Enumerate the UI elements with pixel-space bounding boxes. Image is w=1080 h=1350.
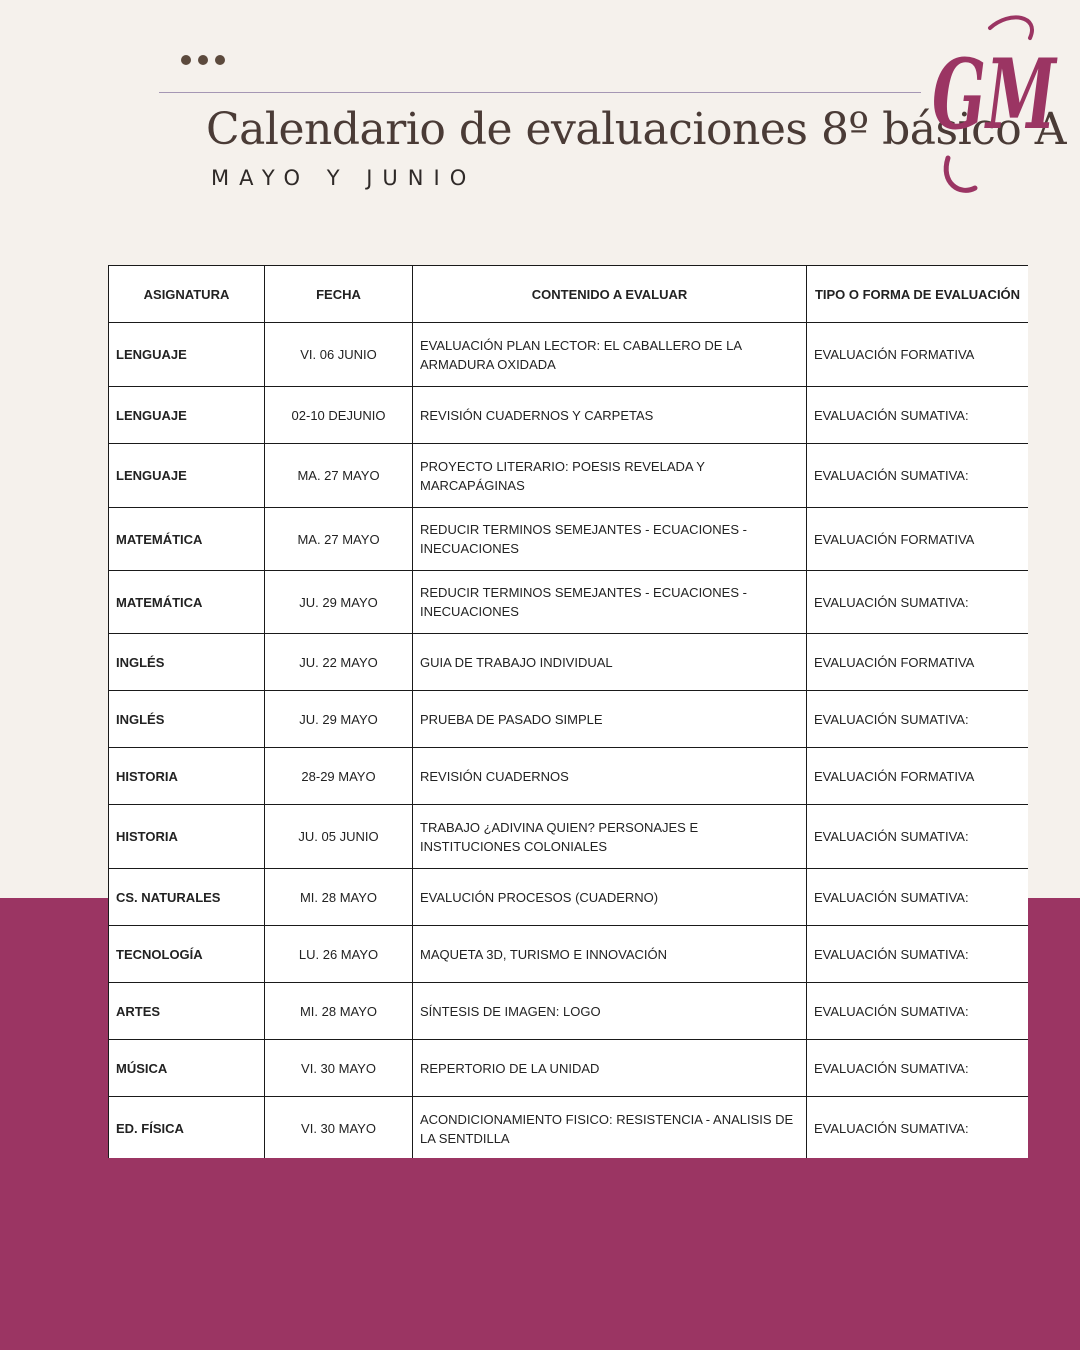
cell-content: REPERTORIO DE LA UNIDAD	[413, 1040, 807, 1097]
cell-content: PROYECTO LITERARIO: POESIS REVELADA Y MARCAPÁGINAS	[413, 444, 807, 508]
cell-subject: ARTES	[109, 983, 265, 1040]
cell-subject: CS. NATURALES	[109, 869, 265, 926]
cell-type: EVALUACIÓN FORMATIVA	[807, 508, 1029, 571]
dot-icon	[215, 55, 225, 65]
table-row	[109, 444, 1029, 508]
cell-type: EVALUACIÓN SUMATIVA:	[807, 805, 1029, 869]
table-row	[109, 387, 1029, 444]
table-row	[109, 926, 1029, 983]
cell-subject: LENGUAJE	[109, 444, 265, 508]
table-row	[109, 869, 1029, 926]
page-subtitle: MAYO Y JUNIO	[211, 166, 477, 190]
cell-type: EVALUACIÓN SUMATIVA:	[807, 926, 1029, 983]
cell-type: EVALUACIÓN SUMATIVA:	[807, 571, 1029, 634]
table-row	[109, 1097, 1029, 1159]
cell-type: EVALUACIÓN SUMATIVA:	[807, 691, 1029, 748]
cell-date: 02-10 DEJUNIO	[265, 387, 413, 444]
cell-type: EVALUACIÓN SUMATIVA:	[807, 1097, 1029, 1159]
cell-content: REDUCIR TERMINOS SEMEJANTES - ECUACIONES - INECUACIONES	[413, 571, 807, 634]
cell-type: EVALUACIÓN SUMATIVA:	[807, 444, 1029, 508]
dot-icon	[181, 55, 191, 65]
cell-content: SÍNTESIS DE IMAGEN: LOGO	[413, 983, 807, 1040]
cell-type: EVALUACIÓN FORMATIVA	[807, 748, 1029, 805]
header-fecha: FECHA	[265, 266, 413, 323]
cell-type: EVALUACIÓN SUMATIVA:	[807, 387, 1029, 444]
cell-content: TRABAJO ¿ADIVINA QUIEN? PERSONAJES E INSTITUCIONES COLONIALES	[413, 805, 807, 869]
cell-date: VI. 30 MAYO	[265, 1040, 413, 1097]
cell-content: REVISIÓN CUADERNOS	[413, 748, 807, 805]
cell-subject: HISTORIA	[109, 805, 265, 869]
cell-content: MAQUETA 3D, TURISMO E INNOVACIÓN	[413, 926, 807, 983]
cell-date: VI. 30 MAYO	[265, 1097, 413, 1159]
cell-date: MA. 27 MAYO	[265, 444, 413, 508]
gothic-monogram-icon	[930, 8, 1060, 198]
page-title: Calendario de evaluaciones 8º básico A	[206, 104, 1067, 155]
header-divider	[159, 92, 921, 93]
table-row	[109, 983, 1029, 1040]
table-row	[109, 805, 1029, 869]
cell-subject: LENGUAJE	[109, 323, 265, 387]
menu-dots-icon	[181, 55, 225, 65]
cell-type: EVALUACIÓN SUMATIVA:	[807, 869, 1029, 926]
cell-date: LU. 26 MAYO	[265, 926, 413, 983]
table-header-row	[109, 266, 1029, 323]
cell-content: REVISIÓN CUADERNOS Y CARPETAS	[413, 387, 807, 444]
header-asignatura: ASIGNATURA	[109, 266, 265, 323]
table-row	[109, 748, 1029, 805]
cell-date: JU. 22 MAYO	[265, 634, 413, 691]
cell-date: JU. 05 JUNIO	[265, 805, 413, 869]
cell-date: JU. 29 MAYO	[265, 571, 413, 634]
cell-date: JU. 29 MAYO	[265, 691, 413, 748]
cell-subject: INGLÉS	[109, 634, 265, 691]
table-row	[109, 691, 1029, 748]
cell-content: EVALUCIÓN PROCESOS (CUADERNO)	[413, 869, 807, 926]
table-row	[109, 508, 1029, 571]
cell-subject: HISTORIA	[109, 748, 265, 805]
evaluation-table	[108, 265, 1028, 1158]
logo-letters: GM	[932, 38, 1058, 151]
cell-content: GUIA DE TRABAJO INDIVIDUAL	[413, 634, 807, 691]
cell-subject: INGLÉS	[109, 691, 265, 748]
cell-date: MA. 27 MAYO	[265, 508, 413, 571]
cell-subject: MATEMÁTICA	[109, 571, 265, 634]
cell-subject: ED. FÍSICA	[109, 1097, 265, 1159]
cell-type: EVALUACIÓN FORMATIVA	[807, 634, 1029, 691]
cell-date: MI. 28 MAYO	[265, 983, 413, 1040]
cell-date: MI. 28 MAYO	[265, 869, 413, 926]
cell-type: EVALUACIÓN SUMATIVA:	[807, 983, 1029, 1040]
evaluation-table-container	[108, 265, 1028, 1158]
cell-subject: MATEMÁTICA	[109, 508, 265, 571]
table-row	[109, 634, 1029, 691]
cell-date: VI. 06 JUNIO	[265, 323, 413, 387]
header-tipo: TIPO O FORMA DE EVALUACIÓN	[807, 266, 1029, 323]
cell-subject: LENGUAJE	[109, 387, 265, 444]
cell-date: 28-29 MAYO	[265, 748, 413, 805]
cell-content: EVALUACIÓN PLAN LECTOR: EL CABALLERO DE LA ARMADURA OXIDADA	[413, 323, 807, 387]
table-row	[109, 571, 1029, 634]
cell-subject: TECNOLOGÍA	[109, 926, 265, 983]
cell-content: ACONDICIONAMIENTO FISICO: RESISTENCIA - ANALISIS DE LA SENTDILLA	[413, 1097, 807, 1159]
table-row	[109, 1040, 1029, 1097]
cell-type: EVALUACIÓN SUMATIVA:	[807, 1040, 1029, 1097]
cell-content: PRUEBA DE PASADO SIMPLE	[413, 691, 807, 748]
cell-subject: MÚSICA	[109, 1040, 265, 1097]
cell-type: EVALUACIÓN FORMATIVA	[807, 323, 1029, 387]
dot-icon	[198, 55, 208, 65]
cell-content: REDUCIR TERMINOS SEMEJANTES - ECUACIONES - INECUACIONES	[413, 508, 807, 571]
table-row	[109, 323, 1029, 387]
header-contenido: CONTENIDO A EVALUAR	[413, 266, 807, 323]
